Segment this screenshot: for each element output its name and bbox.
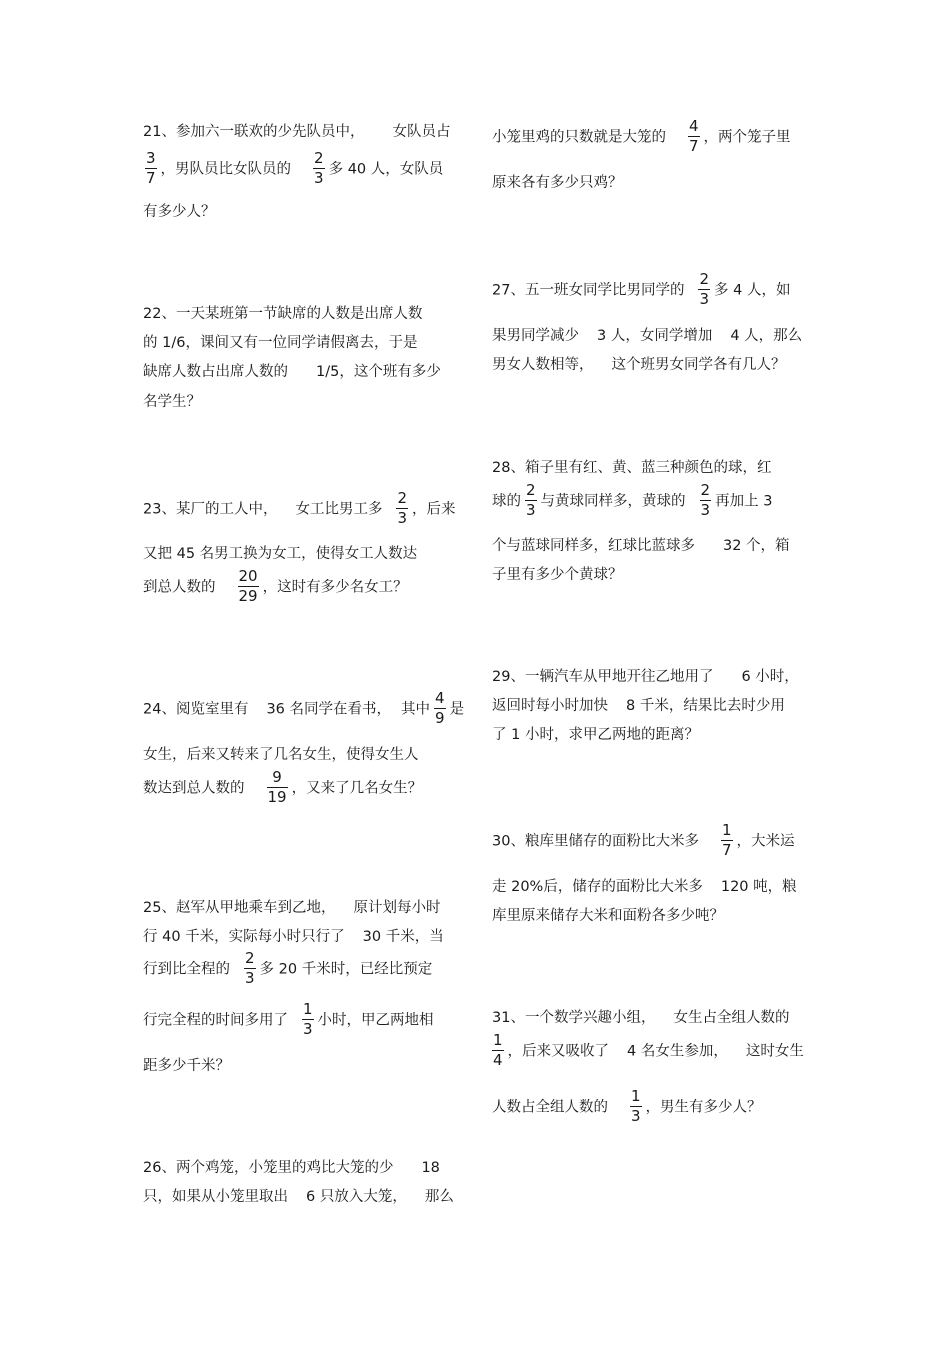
fraction: $\frac{2}{3}$: [700, 481, 711, 519]
fraction: $\frac{2}{3}$: [314, 149, 324, 187]
text: 30 千米，当: [362, 929, 444, 945]
text: 球的: [492, 493, 521, 510]
text: 人数占全组人数的: [492, 1099, 608, 1116]
text: 28、箱子里有红、黄、蓝三种颜色的球，红: [492, 460, 772, 476]
text: ，后来: [412, 501, 456, 518]
text: 了 1 小时，求甲乙两地的距离？: [492, 727, 699, 743]
text: 21、参加六一联欢的少先队员中，: [143, 124, 365, 140]
fraction: $\frac{9}{19}$: [267, 768, 287, 806]
text: 这时女生: [745, 1043, 804, 1060]
text: 行完全程的时间多用了: [143, 1012, 288, 1029]
text: ，又来了几名女生？: [291, 780, 423, 797]
text: 23、某厂的工人中，: [143, 501, 278, 518]
text: 这个班男女同学各有几人？: [611, 357, 786, 373]
fraction: $\frac{1}{7}$: [721, 821, 732, 859]
text: ，后来又吸收了: [507, 1043, 610, 1060]
text: 与黄球同样多，黄球的: [540, 493, 686, 510]
text: 行 40 千米，实际每小时只行了: [143, 929, 345, 945]
text: 原计划每小时: [353, 900, 441, 916]
text: 女生占全组人数的: [673, 1010, 790, 1026]
text: 女队员占: [392, 124, 451, 140]
text: 男女人数相等，: [492, 357, 594, 373]
text: 1/5，这个班有多少: [316, 364, 441, 380]
text: 有多少人？: [143, 204, 216, 220]
text: 26、两个鸡笼，小笼里的鸡比大笼的少: [143, 1160, 394, 1176]
text: 多 40 人，女队员: [328, 161, 444, 178]
fraction: $\frac{1}{3}$: [631, 1087, 641, 1125]
text: 18: [421, 1160, 440, 1176]
text: 返回时每小时加快: [492, 698, 608, 714]
text: 行到比全程的: [143, 961, 230, 978]
text: 又把 45 名男工换为女工，使得女工人数达: [143, 546, 418, 562]
text: 6 只放入大笼，: [306, 1189, 407, 1205]
text: 22、一天某班第一节缺席的人数是出席人数: [143, 306, 423, 322]
fraction: $\frac{1}{4}$: [493, 1031, 503, 1069]
text: 120 吨，粮: [720, 879, 797, 895]
text: 子里有多少个黄球？: [492, 567, 623, 583]
fraction: $\frac{4}{7}$: [689, 117, 699, 155]
text: 那么: [424, 1189, 454, 1205]
text: 8 千米，结果比去时少用: [626, 698, 785, 714]
text: 女生，后来又转来了几名女生，使得女生人: [143, 747, 419, 763]
text: 27、五一班女同学比男同学的: [492, 282, 685, 299]
fraction: $\frac{2}{3}$: [699, 270, 709, 308]
text: 数达到总人数的: [143, 780, 245, 797]
text: 多 20 千米时，已经比预定: [259, 961, 433, 978]
text: 25、赵军从甲地乘车到乙地，: [143, 900, 336, 916]
text: ，男队员比女队员的: [160, 161, 292, 178]
text: 再加上 3: [715, 493, 773, 510]
text: 是: [449, 701, 465, 718]
text: 小笼里鸡的只数就是大笼的: [492, 129, 666, 146]
text: 名学生？: [143, 394, 201, 410]
fraction: $\frac{4}{9}$: [435, 689, 445, 727]
text: ，这时有多少名女工？: [262, 579, 408, 596]
text: 距多少千米？: [143, 1058, 230, 1074]
text: 24、阅览室里有: [143, 701, 249, 718]
fraction: $\frac{2}{3}$: [245, 949, 255, 987]
text: 库里原来储存大米和面粉各多少吨？: [492, 908, 724, 924]
text: 的 1/6，课间又有一位同学请假离去，于是: [143, 335, 418, 351]
fraction: $\frac{3}{7}$: [146, 149, 156, 187]
text: 果男同学减少: [492, 328, 579, 344]
text: 29、一辆汽车从甲地开往乙地用了: [492, 669, 714, 685]
text: 女工比男工多: [295, 501, 383, 518]
text: 36 名同学在看书，: [266, 701, 392, 718]
text: 4 名女生参加，: [627, 1043, 728, 1060]
text: ，大米运: [736, 833, 795, 850]
text: 30、粮库里储存的面粉比大米多: [492, 833, 699, 850]
fraction: $\frac{1}{3}$: [303, 1000, 313, 1038]
text: 原来各有多少只鸡？: [492, 175, 623, 191]
fraction: $\frac{20}{29}$: [238, 567, 258, 605]
fraction: $\frac{2}{3}$: [526, 481, 536, 519]
text: 缺席人数占出席人数的: [143, 364, 288, 380]
text: 3 人，女同学增加: [597, 328, 713, 344]
text: 其中: [401, 701, 431, 718]
text: 只，如果从小笼里取出: [143, 1189, 288, 1205]
text: 走 20%后，储存的面粉比大米多: [492, 879, 703, 895]
text: 到总人数的: [143, 579, 216, 596]
text: 4 人，那么: [730, 328, 803, 344]
text: ，两个笼子里: [703, 129, 791, 146]
text: 个与蓝球同样多，红球比蓝球多: [492, 538, 695, 554]
text: 6 小时，: [741, 669, 799, 685]
fraction: $\frac{2}{3}$: [397, 489, 407, 527]
text: 31、一个数学兴趣小组，: [492, 1010, 656, 1026]
text: 小时，甲乙两地相: [317, 1012, 434, 1029]
text: 32 个，箱: [723, 538, 790, 554]
text: ，男生有多少人？: [645, 1099, 762, 1116]
text: 多 4 人，如: [714, 282, 791, 299]
